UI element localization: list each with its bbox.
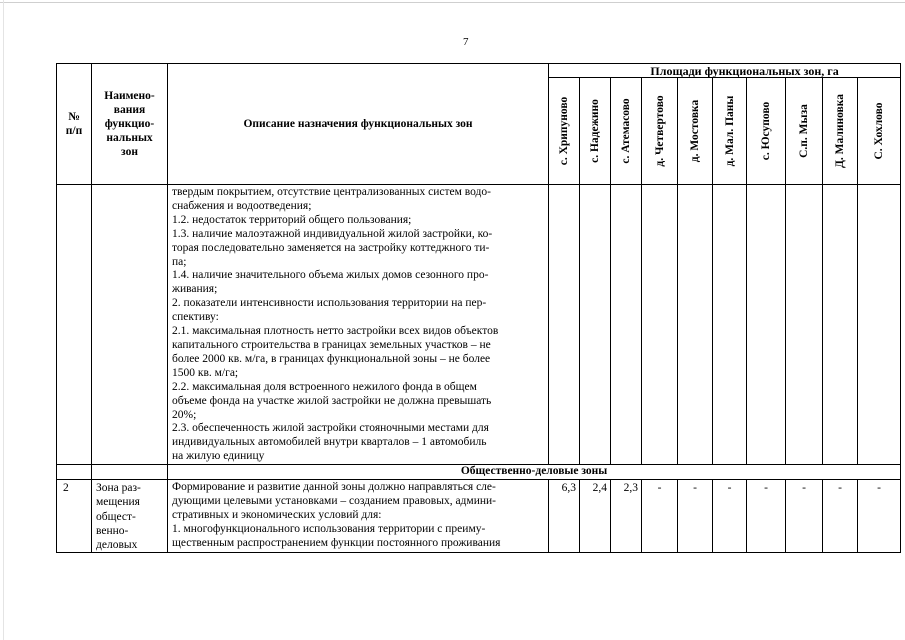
header-village-label: д. Мал. Паны bbox=[723, 95, 736, 167]
description-line: Формирование и развитие данной зоны должно направляться сле- bbox=[172, 481, 496, 494]
cell-area-empty bbox=[786, 185, 823, 465]
description-line: на жилую единицу bbox=[172, 450, 265, 463]
scan-edge-left bbox=[3, 0, 4, 640]
description-line: щественным распространением функции постоянного проживания bbox=[172, 536, 501, 549]
header-village-label: д. Четвертово bbox=[653, 95, 666, 167]
description-line: 2.2. максимальная доля встроенного нежилого фонда в общем bbox=[172, 380, 477, 393]
description-line: спективу: bbox=[172, 311, 219, 324]
description-line: твердым покрытием, отсутствие централизованных систем водо- bbox=[172, 186, 491, 198]
header-zone-name-line: нальных bbox=[106, 132, 153, 144]
header-zone-name-line: зон bbox=[121, 146, 138, 158]
cell-number-empty bbox=[57, 465, 92, 480]
description-line: объеме фонда на участке жилой застройки не должна превышать bbox=[172, 394, 492, 407]
header-village bbox=[611, 78, 642, 185]
header-number-line: п/п bbox=[65, 125, 83, 137]
header-village-label: с. Хрипуново bbox=[558, 96, 570, 166]
header-village-label: с. Надежино bbox=[589, 99, 601, 163]
cell-area-empty bbox=[678, 185, 713, 465]
header-village-label: С.п. Мыза bbox=[798, 104, 810, 158]
description-line: 2.3. обеспеченность жилой застройки стояночными местами для bbox=[172, 422, 489, 435]
cell-area-empty bbox=[823, 185, 858, 465]
header-zone-name bbox=[92, 64, 168, 185]
cell-name-empty bbox=[92, 465, 168, 480]
zone-name-line: венно- bbox=[96, 524, 129, 537]
description-line: 20%; bbox=[172, 408, 197, 421]
zone-name-line: деловых bbox=[96, 538, 138, 551]
cell-description-continuation bbox=[168, 185, 549, 465]
description-line: 2. показатели интенсивности использования территории на пер- bbox=[172, 297, 487, 310]
description-line: дующими целевыми установками – созданием правовых, админи- bbox=[172, 495, 496, 508]
cell-area-value: - bbox=[678, 480, 713, 553]
header-number bbox=[57, 64, 92, 185]
cell-area-empty bbox=[642, 185, 678, 465]
description-line: 1.2. недостаток территорий общего пользования; bbox=[172, 213, 412, 226]
table-row bbox=[57, 480, 901, 553]
zone-name-line: мещения bbox=[96, 496, 140, 509]
header-areas-group: Площади функциональных зон, га bbox=[549, 64, 901, 78]
section-title: Общественно-деловые зоны bbox=[168, 465, 901, 480]
header-village-label: с. Атемасово bbox=[620, 98, 632, 164]
scan-edge-top bbox=[0, 2, 905, 3]
cell-area-value: 6,3 bbox=[549, 480, 580, 553]
cell-area-value: - bbox=[858, 480, 901, 553]
cell-area-value: - bbox=[747, 480, 786, 553]
cell-area-empty bbox=[549, 185, 580, 465]
cell-area-value: - bbox=[642, 480, 678, 553]
cell-area-empty bbox=[611, 185, 642, 465]
page-number: 7 bbox=[463, 36, 469, 48]
description-line: более 2000 кв. м/га, в границах функциональной зоны – не более bbox=[172, 352, 491, 365]
cell-area-value: - bbox=[823, 480, 858, 553]
header-description: Описание назначения функциональных зон bbox=[168, 64, 549, 185]
description-line: 1. многофункционального использования территории с преиму- bbox=[172, 522, 486, 535]
cell-area-empty bbox=[858, 185, 901, 465]
cell-zone-name bbox=[92, 480, 168, 553]
description-line: па; bbox=[172, 255, 187, 268]
description-line: 1.4. наличие значительного объема жилых домов сезонного про- bbox=[172, 269, 489, 282]
header-zone-name-line: функцио- bbox=[104, 118, 155, 130]
header-village bbox=[858, 78, 901, 185]
header-village bbox=[713, 78, 747, 185]
cell-number: 2 bbox=[57, 480, 92, 553]
zone-name-line: общест- bbox=[96, 510, 136, 523]
functional-zones-table bbox=[56, 63, 901, 553]
header-village bbox=[549, 78, 580, 185]
header-number-line: № bbox=[68, 111, 80, 123]
cell-description bbox=[168, 480, 549, 553]
header-village-label: Д. Малиновка bbox=[834, 94, 846, 168]
cell-area-empty bbox=[747, 185, 786, 465]
cell-area-value: - bbox=[713, 480, 747, 553]
description-line: снабжения и водоотведения; bbox=[172, 199, 312, 212]
header-village-label: С. Хохлово bbox=[873, 102, 886, 160]
description-line: 1500 кв. м/га; bbox=[172, 366, 239, 379]
header-village bbox=[678, 78, 713, 185]
description-line: стративных и экономических условий для: bbox=[172, 508, 382, 521]
description-line: индивидуальных автомобилей внутри кварталов – 1 автомобиль bbox=[172, 436, 487, 449]
header-zone-name-line: Наимено- bbox=[104, 90, 155, 102]
zone-name-line: Зона раз- bbox=[96, 482, 141, 495]
description-line: капитального строительства в границах земельных участков – не bbox=[172, 338, 491, 351]
description-line: 2.1. максимальная плотность нетто застройки всех видов объектов bbox=[172, 325, 499, 338]
description-line: 1.3. наличие малоэтажной индивидуальной жилой застройки, ко- bbox=[172, 227, 493, 240]
table-row-continuation bbox=[57, 185, 901, 465]
header-village bbox=[642, 78, 678, 185]
header-village bbox=[823, 78, 858, 185]
cell-area-empty bbox=[580, 185, 611, 465]
header-village bbox=[747, 78, 786, 185]
description-line: торая последовательно заменяется на застройку коттеджного ти- bbox=[172, 241, 490, 254]
cell-area-value: 2,3 bbox=[611, 480, 642, 553]
cell-area-value: 2,4 bbox=[580, 480, 611, 553]
header-zone-name-line: вания bbox=[113, 104, 146, 116]
section-row bbox=[57, 465, 901, 480]
header-village-label: д. Мостовка bbox=[689, 99, 701, 163]
cell-area-empty bbox=[713, 185, 747, 465]
header-village-label: с. Юсупово bbox=[760, 101, 772, 161]
description-line: живания; bbox=[172, 283, 218, 296]
cell-name-empty bbox=[92, 185, 168, 465]
cell-number-empty bbox=[57, 185, 92, 465]
cell-area-value: - bbox=[786, 480, 823, 553]
header-village bbox=[786, 78, 823, 185]
header-village bbox=[580, 78, 611, 185]
